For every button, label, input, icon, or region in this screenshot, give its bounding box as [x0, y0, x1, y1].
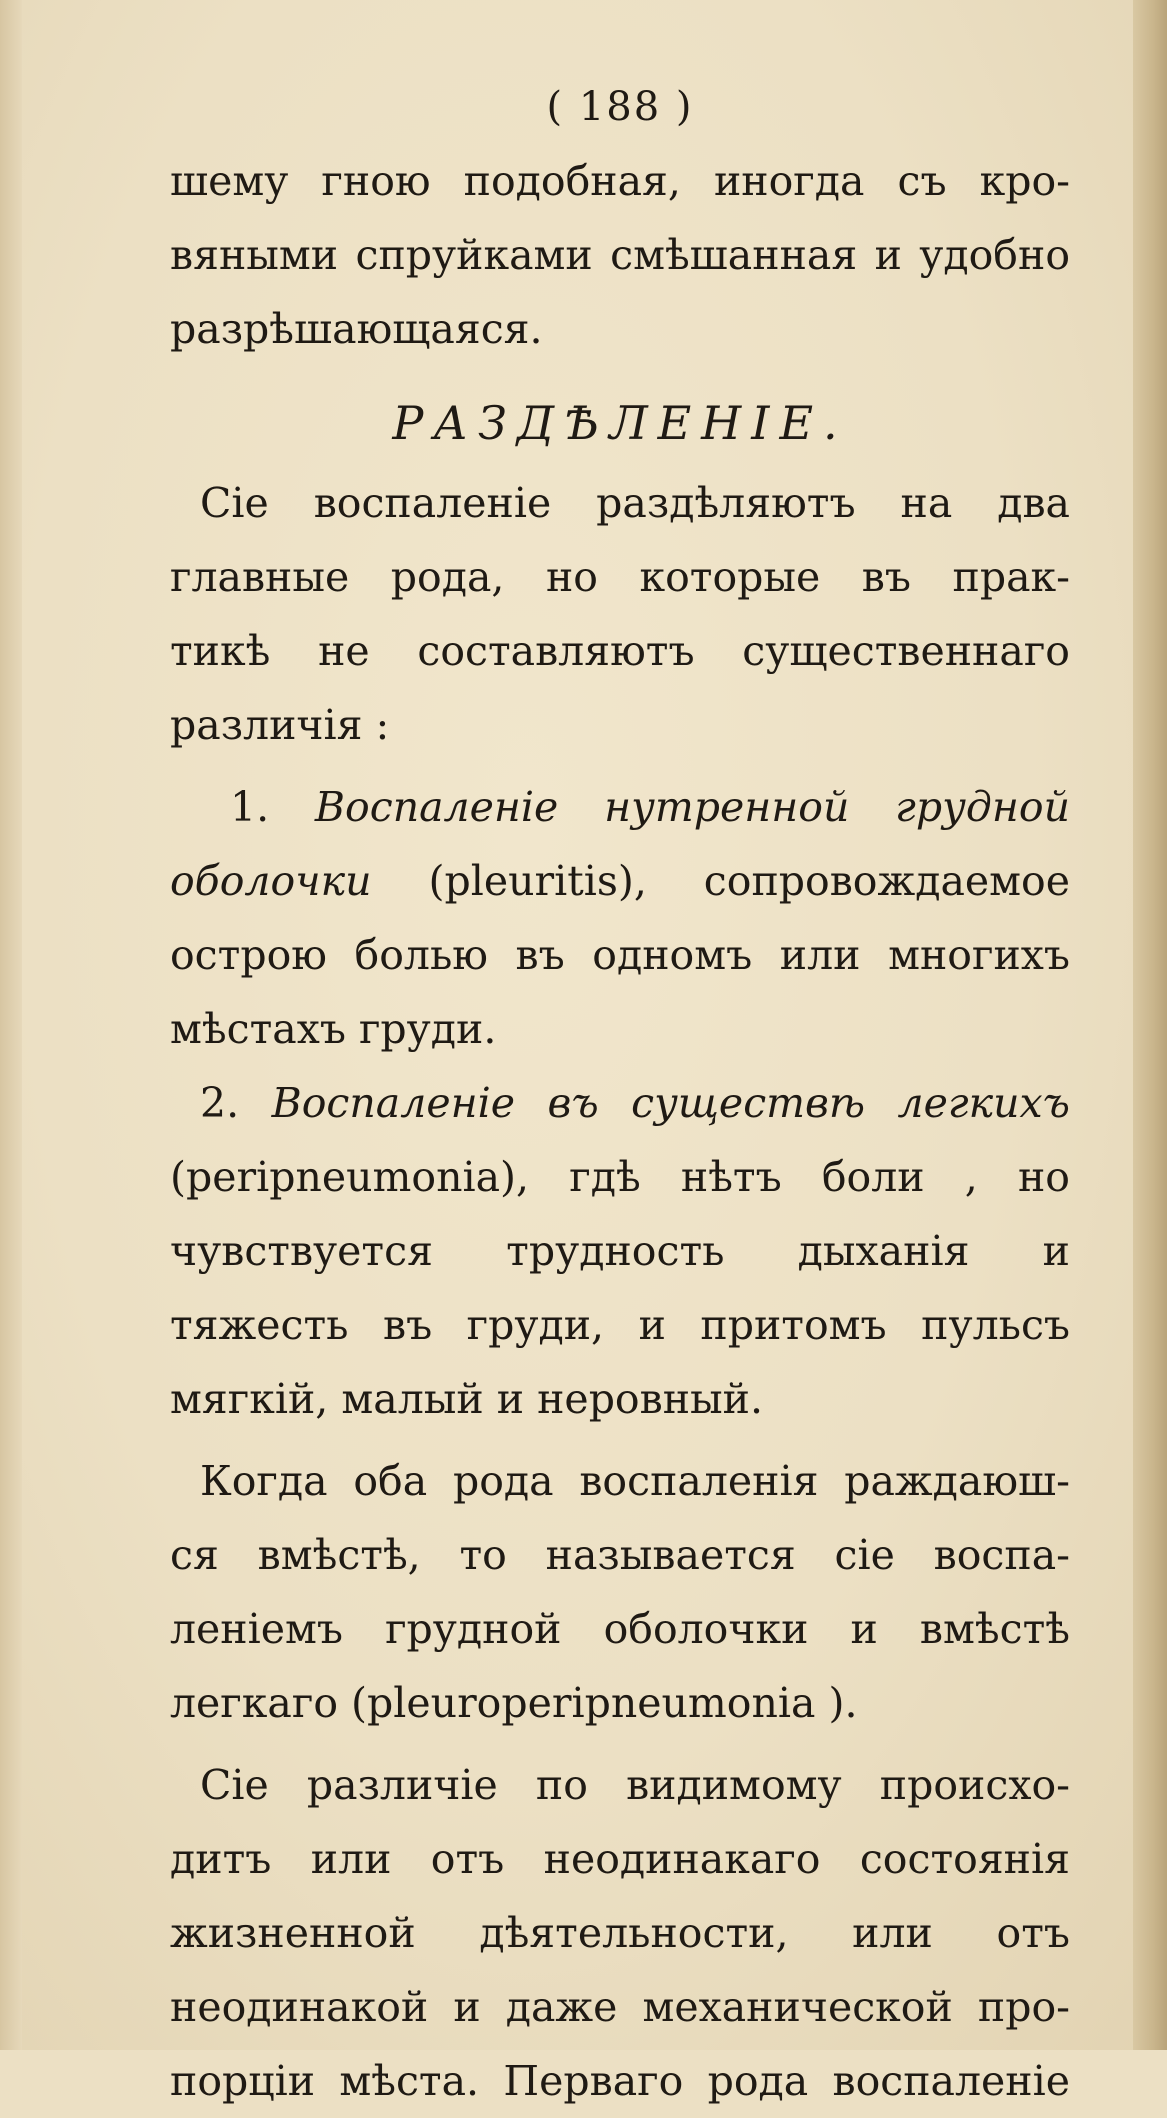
- text-line: Когда оба рода воспаленiя раждаюш-: [200, 1457, 1070, 1505]
- text-line: шему гною подобная, иногда съ кро-: [170, 157, 1070, 205]
- page-right-edge: [1133, 0, 1167, 2050]
- term-italic: Воспаленiе въ существѣ легкихъ: [271, 1079, 1070, 1127]
- text-line: легкаго (pleuroperipneumonia ).: [170, 1679, 858, 1727]
- page-left-edge: [0, 0, 22, 2050]
- text-line: тяжесть въ груди, и притомъ пульсъ: [170, 1301, 1070, 1349]
- list-number: 1.: [230, 783, 270, 831]
- paragraph-continuation: [170, 144, 1070, 366]
- text-line: мѣстахъ груди.: [170, 1005, 497, 1053]
- list-item-pleuritis: [170, 770, 1070, 1066]
- text-line: главные рода, но которые въ прак-: [170, 553, 1070, 601]
- text-line: (peripneumonia), гдѣ нѣтъ боли , но: [170, 1153, 1070, 1201]
- text-line: чувствуется трудность дыханiя и: [170, 1227, 1070, 1275]
- text-line: ся вмѣстѣ, то называется сiе воспа-: [170, 1531, 1070, 1579]
- text-line: неодинакой и даже механической про-: [170, 1983, 1070, 2031]
- list-number: 2.: [200, 1079, 240, 1127]
- section-heading: РАЗДѢЛЕНIЕ.: [392, 396, 848, 450]
- text-line: [170, 770, 1070, 844]
- paragraph-difference: [170, 1748, 1070, 2118]
- text-line: тикѣ не составляютъ существеннаго: [170, 627, 1070, 675]
- text-line: дитъ или отъ неодинакаго состоянiя: [170, 1835, 1070, 1883]
- page-text: [170, 70, 1070, 2118]
- term-italic: оболочки: [170, 857, 372, 905]
- text-line: вяными спруйками смѣшанная и удобно: [170, 231, 1070, 279]
- term-italic: Воспаленiе нутренной грудной: [314, 783, 1070, 831]
- text-line: мягкiй, малый и неровный.: [170, 1375, 764, 1423]
- latin-term: (pleuritis), сопровождаемое: [428, 857, 1070, 905]
- text-line: различiя :: [170, 701, 390, 749]
- text-line: ленiемъ грудной оболочки и вмѣстѣ: [170, 1605, 1070, 1653]
- text-line: Сiе различiе по видимому происхо-: [200, 1761, 1070, 1809]
- text-line: Сiе воспаленiе раздѣляютъ на два: [200, 479, 1070, 527]
- page-number: ( 188 ): [546, 84, 694, 130]
- paragraph-combined: [170, 1444, 1070, 1740]
- text-line: [170, 1066, 1070, 1140]
- text-line: [170, 844, 1070, 918]
- text-line: порцiи мѣста. Перваго рода воспаленiе: [170, 2057, 1070, 2105]
- text-line: жизненной дѣятельности, или отъ: [170, 1909, 1070, 1957]
- text-line: разрѣшающаяся.: [170, 305, 543, 353]
- paragraph-division-intro: [170, 466, 1070, 762]
- list-item-peripneumonia: [170, 1066, 1070, 1436]
- text-line: острою болью въ одномъ или многихъ: [170, 931, 1070, 979]
